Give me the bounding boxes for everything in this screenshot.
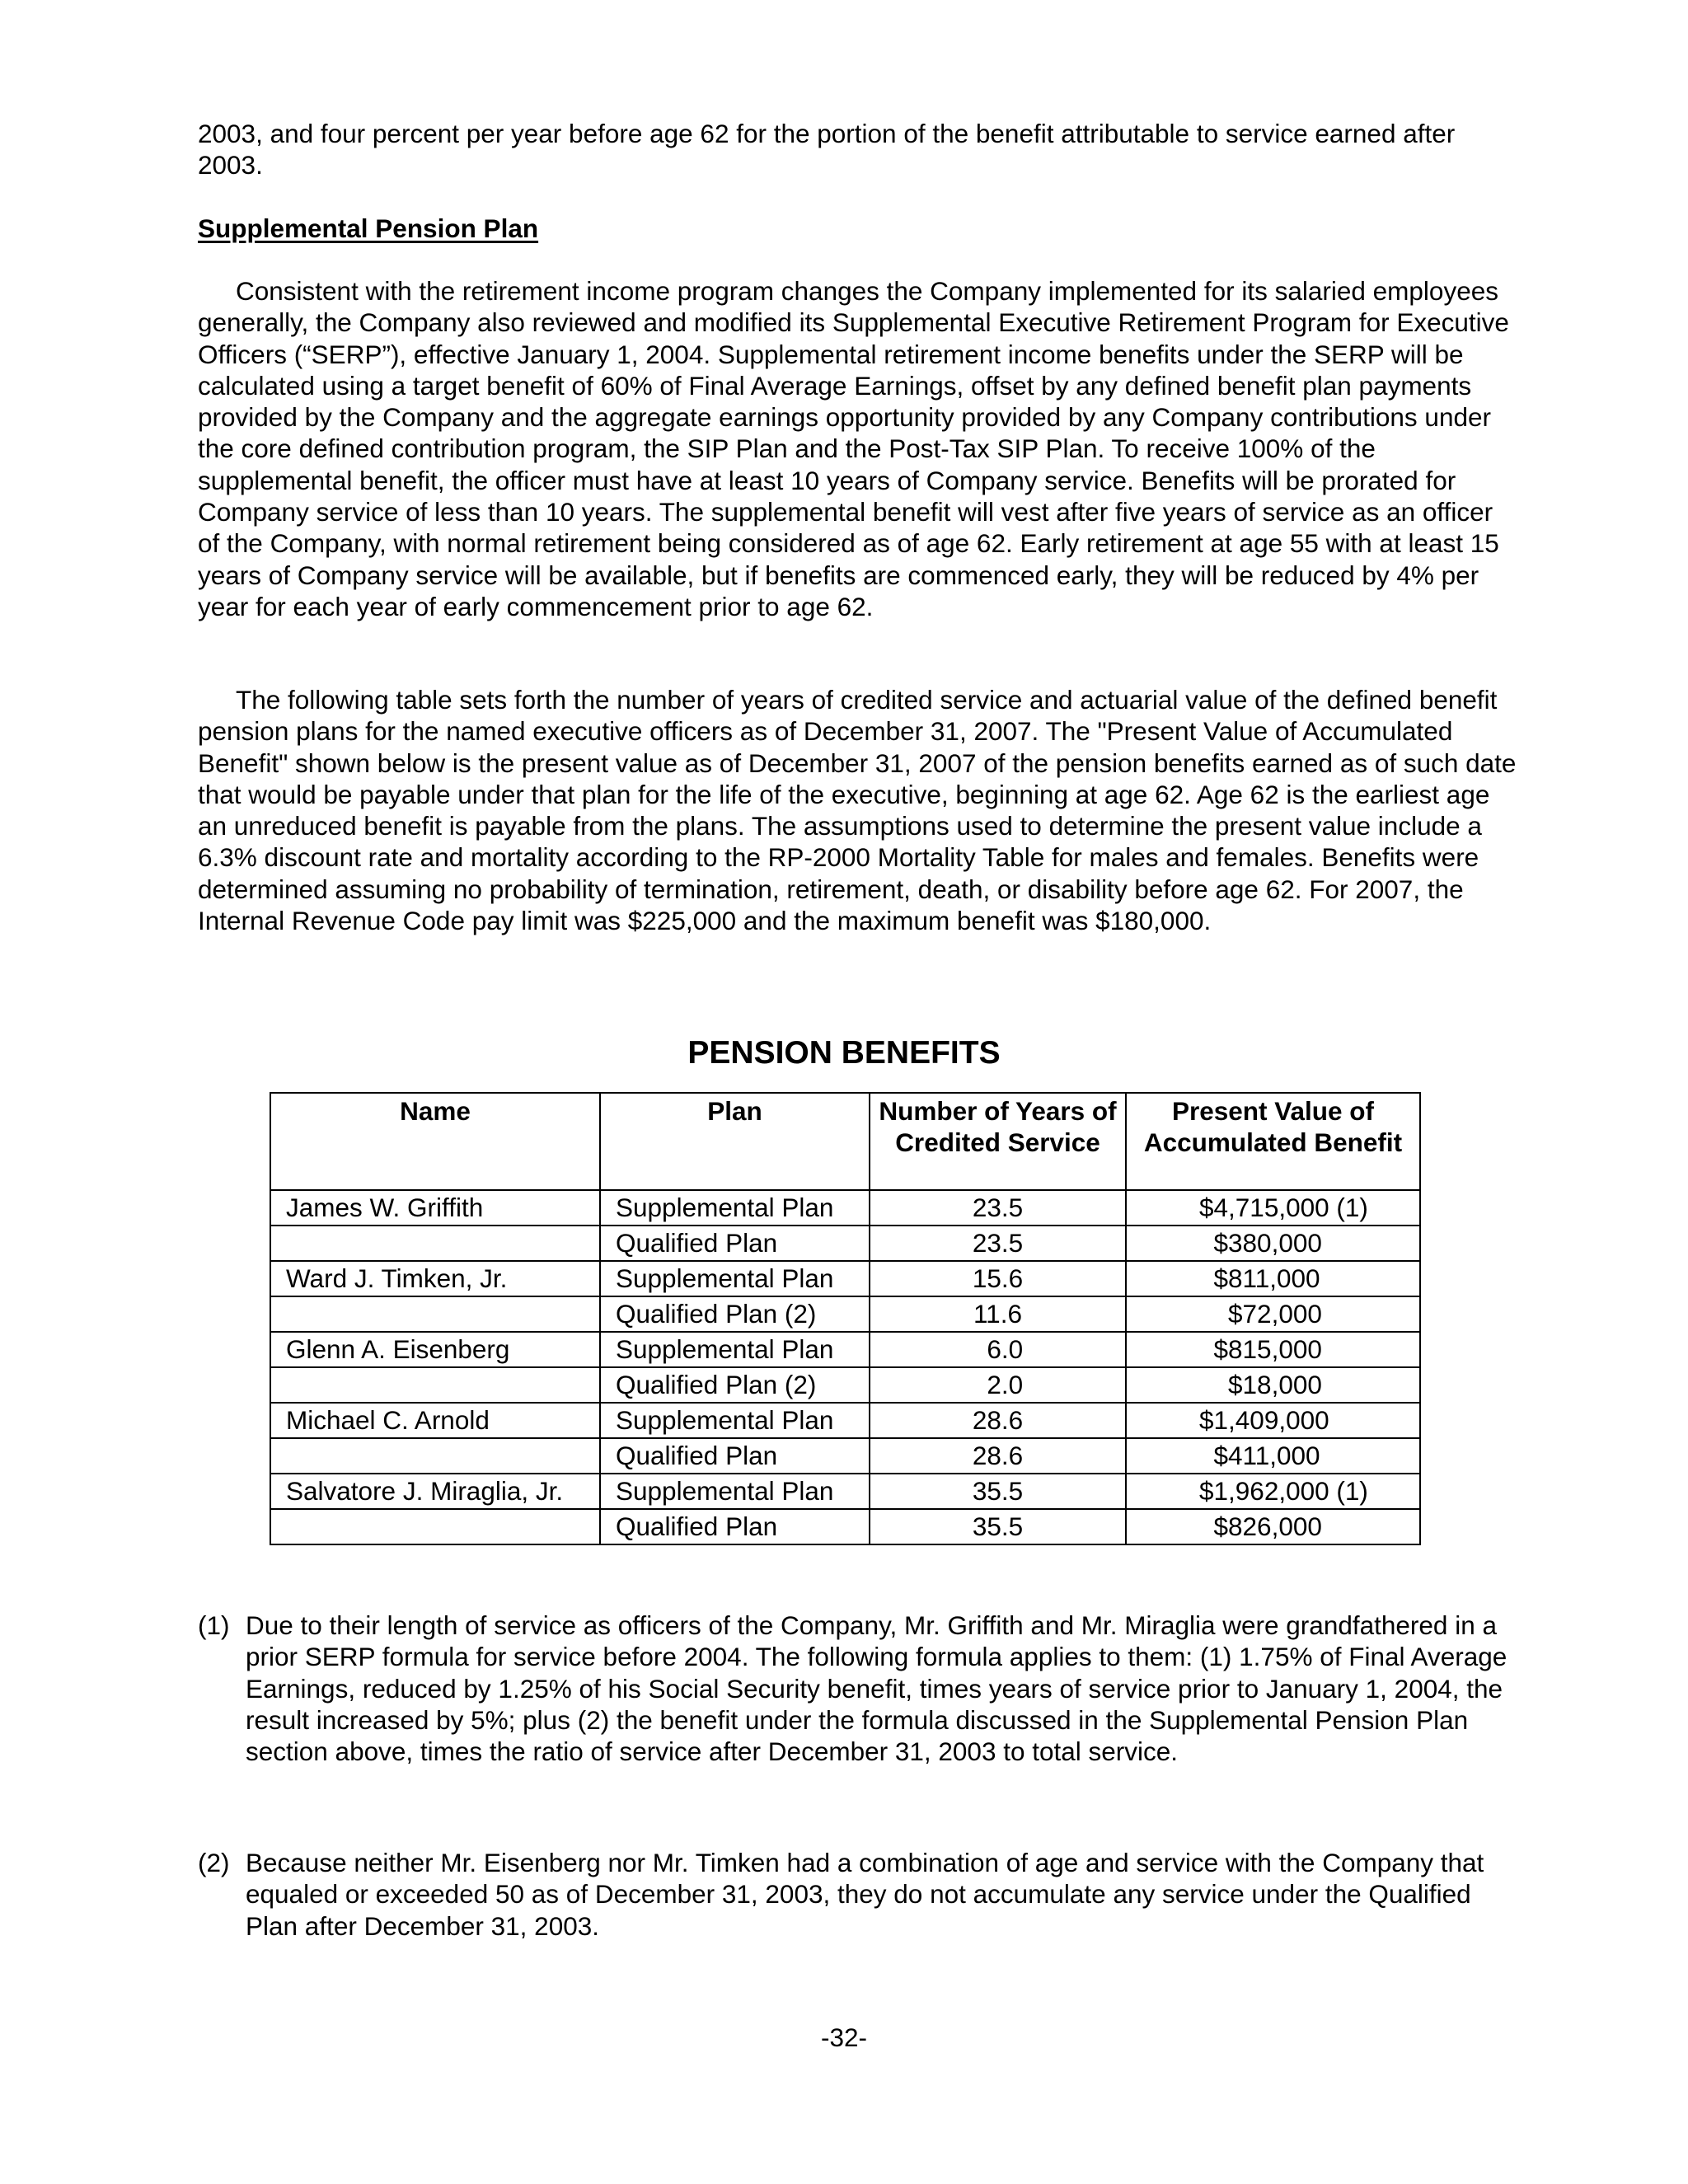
table-row	[270, 1474, 1420, 1509]
table-row	[270, 1332, 1420, 1367]
cell-name: Glenn A. Eisenberg	[270, 1332, 600, 1367]
footnote-text: Due to their length of service as officers of the Company, Mr. Griffith and Mr. Miraglia were grandfathered in a prior SERP formula for service before 2004. The following formula applies to them: (1) 1.75% of Final Average Earnings, reduced by 1.25% of his Social Security benefit, times years of service prior to January 1, 2004, the result increased by 5%; plus (2) the benefit under the formula discussed in the Supplemental Pension Plan section above, times the ratio of service after December 31, 2003 to total service.	[246, 1610, 1507, 1767]
cell-name: Michael C. Arnold	[270, 1403, 600, 1438]
cell-plan: Qualified Plan	[600, 1226, 870, 1261]
table-row	[270, 1296, 1420, 1332]
cell-years: 28.6	[870, 1403, 1126, 1438]
cell-years: 23.5	[870, 1226, 1126, 1261]
header-name: Name	[270, 1093, 600, 1190]
cell-plan: Supplemental Plan	[600, 1403, 870, 1438]
table-header-row	[270, 1093, 1420, 1190]
header-value: Present Value of Accumulated Benefit	[1126, 1093, 1420, 1190]
cell-plan: Supplemental Plan	[600, 1332, 870, 1367]
page-number: -32-	[820, 2022, 868, 2052]
cell-plan: Qualified Plan	[600, 1438, 870, 1474]
table-title: PENSION BENEFITS	[687, 1035, 1001, 1071]
cell-name	[270, 1509, 600, 1544]
table-row	[270, 1509, 1420, 1544]
cell-years: 28.6	[870, 1438, 1126, 1474]
cell-name: Salvatore J. Miraglia, Jr.	[270, 1474, 600, 1509]
cell-years: 23.5	[870, 1190, 1126, 1226]
footnote-text: Because neither Mr. Eisenberg nor Mr. Timken had a combination of age and service with the Company that equaled or exceeded 50 as of December 31, 2003, they do not accumulate any service under the Qualified Plan after December 31, 2003.	[246, 1848, 1484, 1941]
cell-value: $380,000	[1126, 1226, 1420, 1261]
cell-years: 35.5	[870, 1509, 1126, 1544]
header-plan: Plan	[600, 1093, 870, 1190]
cell-value: $411,000	[1126, 1438, 1420, 1474]
cell-name	[270, 1367, 600, 1403]
cell-name	[270, 1296, 600, 1332]
serp-paragraph: Consistent with the retirement income program changes the Company implemented for its salaried employees generally, the Company also reviewed and modified its Supplemental Executive Retirement Program for Executive Officers (“SERP”), effective January 1, 2004. Supplemental retirement income benefits under the SERP will be calculated using a target benefit of 60% of Final Average Earnings, offset by any defined benefit plan payments provided by the Company and the aggregate earnings opportunity provided by any Company contributions under the core defined contribution program, the SIP Plan and the Post-Tax SIP Plan. To receive 100% of the supplemental benefit, the officer must have at least 10 years of Company service. Benefits will be prorated for Company service of less than 10 years. The supplemental benefit will vest after five years of service as an officer of the Company, with normal retirement being considered as of age 62. Early retirement at age 55 with at least 15 years of Company service will be available, but if benefits are commenced early, they will be reduced by 4% per year for each year of early commencement prior to age 62.	[198, 276, 1509, 621]
footnote-1	[198, 1610, 1525, 1767]
cell-years: 6.0	[870, 1332, 1126, 1367]
table-row	[270, 1190, 1420, 1226]
cell-value: $815,000	[1126, 1332, 1420, 1367]
cell-value: $72,000	[1126, 1296, 1420, 1332]
table-row	[270, 1226, 1420, 1261]
cell-value: $811,000	[1126, 1261, 1420, 1296]
header-years: Number of Years of Credited Service	[870, 1093, 1126, 1190]
cell-plan: Supplemental Plan	[600, 1474, 870, 1509]
cell-value: $826,000	[1126, 1509, 1420, 1544]
cell-name	[270, 1226, 600, 1261]
cell-value: $1,962,000 (1)	[1126, 1474, 1420, 1509]
footnote-2	[198, 1847, 1525, 1942]
table-row	[270, 1367, 1420, 1403]
cell-plan: Supplemental Plan	[600, 1261, 870, 1296]
footnote-marker: (2)	[198, 1848, 230, 1877]
cell-name	[270, 1438, 600, 1474]
intro-paragraph: 2003, and four percent per year before age 62 for the portion of the benefit attributable to service earned after 2003.	[198, 119, 1456, 180]
cell-name: Ward J. Timken, Jr.	[270, 1261, 600, 1296]
footnote-marker: (1)	[198, 1610, 230, 1640]
section-heading: Supplemental Pension Plan	[198, 213, 539, 243]
table-row	[270, 1438, 1420, 1474]
cell-plan: Qualified Plan (2)	[600, 1367, 870, 1403]
cell-name: James W. Griffith	[270, 1190, 600, 1226]
table-row	[270, 1403, 1420, 1438]
table-intro-paragraph: The following table sets forth the number of years of credited service and actuarial value of the defined benefit pension plans for the named executive officers as of December 31, 2007. The "Present Value of Accumulated Benefit" shown below is the present value as of December 31, 2007 of the pension benefits earned as of such date that would be payable under that plan for the life of the executive, beginning at age 62. Age 62 is the earliest age an unreduced benefit is payable from the plans. The assumptions used to determine the present value include a 6.3% discount rate and mortality according to the RP-2000 Mortality Table for males and females. Benefits were determined assuming no probability of termination, retirement, death, or disability before age 62. For 2007, the Internal Revenue Code pay limit was $225,000 and the maximum benefit was $180,000.	[198, 685, 1517, 936]
cell-plan: Qualified Plan	[600, 1509, 870, 1544]
cell-years: 35.5	[870, 1474, 1126, 1509]
cell-years: 11.6	[870, 1296, 1126, 1332]
cell-years: 2.0	[870, 1367, 1126, 1403]
cell-years: 15.6	[870, 1261, 1126, 1296]
cell-value: $18,000	[1126, 1367, 1420, 1403]
cell-plan: Qualified Plan (2)	[600, 1296, 870, 1332]
cell-plan: Supplemental Plan	[600, 1190, 870, 1226]
pension-benefits-table	[270, 1092, 1421, 1545]
table-row	[270, 1261, 1420, 1296]
cell-value: $1,409,000	[1126, 1403, 1420, 1438]
cell-value: $4,715,000 (1)	[1126, 1190, 1420, 1226]
